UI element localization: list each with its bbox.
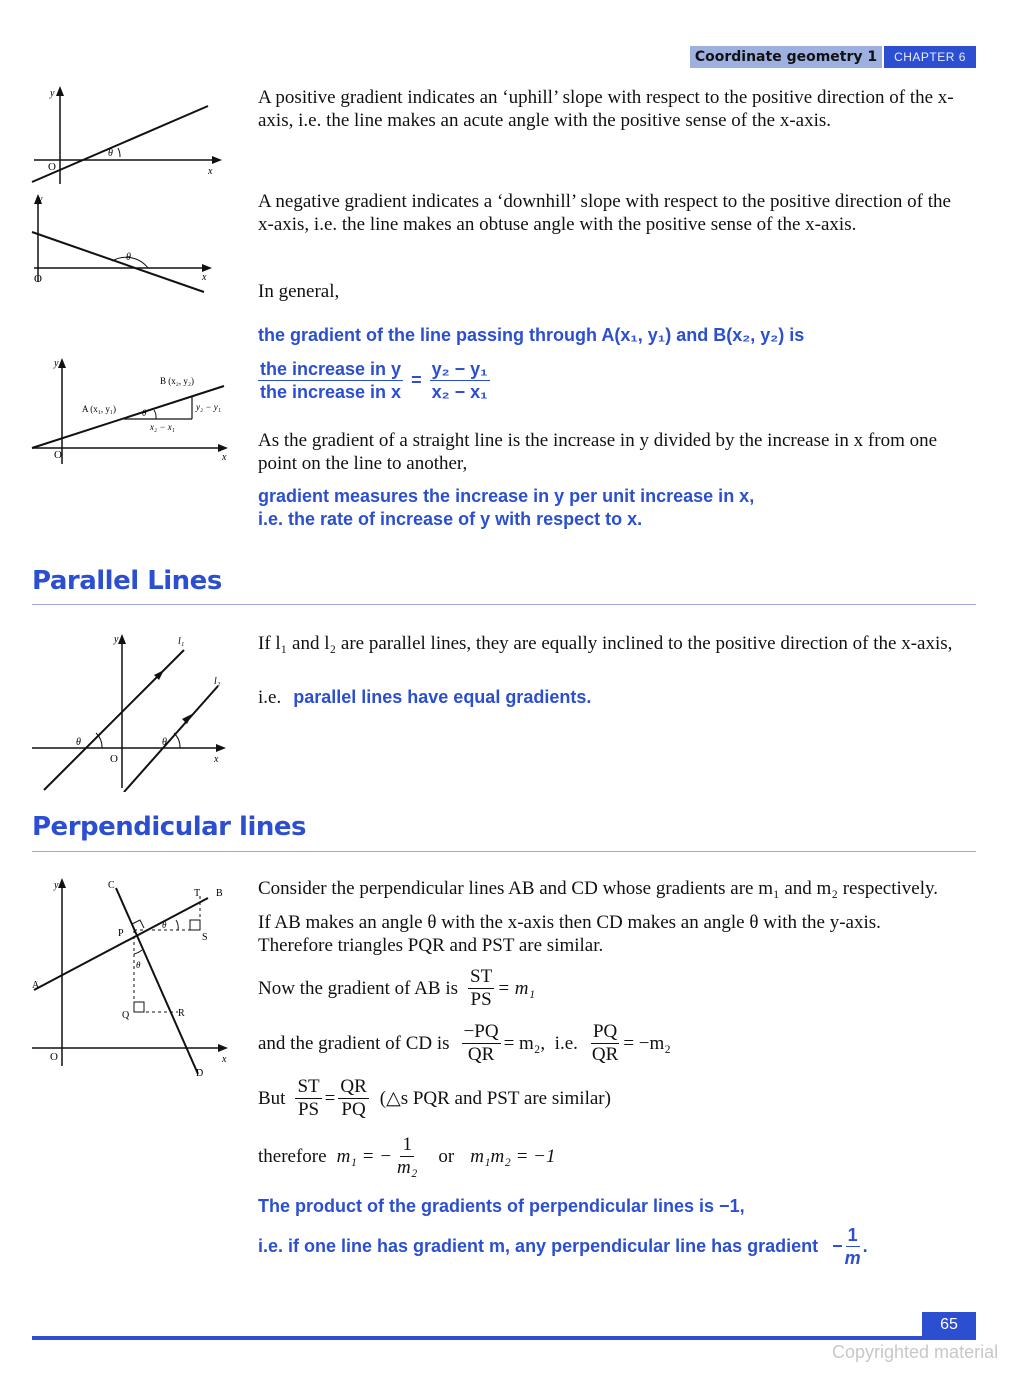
origin-label: O [48, 161, 56, 173]
similarity-equation [258, 1076, 611, 1121]
fraction-denominator: PQ [341, 1099, 366, 1120]
page-number: 65 [922, 1312, 976, 1338]
point-q-label: Q [122, 1010, 130, 1021]
point-b-label: B [216, 888, 223, 899]
section-divider [32, 851, 976, 852]
positive-gradient-text: A positive gradient indicates an ‘uphill’ slope with respect to the positive direction of the x-axis, i.e. the line makes an acute angle with the positive sense of the x-axis. [258, 87, 954, 131]
line-l2-label: l₂ [214, 676, 221, 687]
point-p-label: P [118, 928, 124, 939]
theta-label: θ [76, 737, 81, 748]
point-c-label: C [108, 880, 115, 891]
x-axis-label: x [208, 166, 213, 177]
equation-text: But [258, 1088, 286, 1109]
fraction-numerator: QR [340, 1076, 367, 1097]
perpendicular-rule-line1: The product of the gradients of perpendicular lines is −1, [258, 1196, 745, 1216]
fraction-numerator: PQ [592, 1021, 618, 1042]
fraction-denominator: m₂ [397, 1157, 418, 1178]
fraction-numerator: ST [297, 1076, 320, 1097]
negative-gradient-text: A negative gradient indicates a ‘downhill’ slope with respect to the positive direction of the x-axis, i.e. the line makes an obtuse angle with the positive sense of the x-axis. [258, 191, 951, 235]
gradient-formula [258, 358, 490, 403]
y-axis-label: y [54, 358, 59, 369]
y-axis-label: y [50, 88, 55, 99]
y-axis-label: y [114, 634, 119, 645]
fraction-denominator: PS [297, 1099, 320, 1120]
one-over-m2-fraction [395, 1134, 419, 1179]
fraction-denominator: QR [591, 1044, 619, 1065]
origin-label: O [110, 753, 118, 765]
running-header-title: Coordinate geometry 1 [690, 46, 882, 68]
perpendicular-intro: Consider the perpendicular lines AB and CD whose gradients are m₁ and m₂ respectively. [258, 878, 939, 899]
fraction-denominator: m [844, 1248, 861, 1268]
equals-sign: = [324, 1088, 336, 1109]
footer-rule [32, 1336, 976, 1340]
equation-note: (△s PQR and PST are similar) [379, 1088, 611, 1109]
point-r-label: R [178, 1008, 185, 1019]
x-axis-label: x [202, 272, 207, 283]
theta-label: θ [136, 960, 141, 970]
point-a-label: A (x₁, y₁) [82, 404, 117, 414]
st-over-ps-fraction [295, 1076, 321, 1121]
origin-label: O [54, 449, 62, 461]
point-d-label: D [196, 1068, 204, 1079]
fraction-denominator: QR [467, 1044, 495, 1065]
in-general-text: In general, [258, 281, 340, 302]
qr-over-pq-fraction [338, 1076, 368, 1121]
point-a-label: A [32, 980, 40, 991]
equation-text: = m₂, i.e. [503, 1033, 578, 1054]
fraction-denominator: x₂ − x₁ [431, 382, 488, 402]
x-axis-label: x [222, 452, 227, 463]
negative-gradient-diagram [28, 192, 228, 298]
point-t-label: T [194, 888, 201, 899]
theta-label: θ [108, 148, 113, 159]
neg-pq-over-qr-fraction [462, 1021, 501, 1066]
equation-text: = −m₂ [623, 1033, 671, 1054]
gradient-measure-line2: i.e. the rate of increase of y with respect to x. [258, 509, 643, 529]
equation-text: m₁m₂ = −1 [470, 1146, 556, 1167]
rule-text: i.e. if one line has gradient m, any perpendicular line has gradient [258, 1236, 819, 1256]
chapter-badge: CHAPTER 6 [884, 46, 976, 68]
equation-text: Now the gradient of AB is [258, 978, 459, 999]
fraction-numerator: 1 [847, 1225, 858, 1245]
x-axis-label: x [214, 754, 219, 765]
ie-label: i.e. [258, 687, 282, 708]
perpendicular-lines-diagram [28, 876, 238, 1082]
perpendicular-result [258, 1134, 556, 1179]
one-over-m-fraction [843, 1224, 863, 1269]
formula-symbol-fraction [430, 358, 490, 403]
equation-text: m₁ = − [336, 1146, 393, 1167]
fraction-numerator: −PQ [463, 1021, 499, 1042]
gradient-definition: the gradient of the line passing through A(x₁, y₁) and B(x₂, y₂) is [258, 325, 805, 345]
perpendicular-rule-line2: i.e. if one line has gradient m, any perpendicular line has gradient − $\frac{1}{m}$ . [258, 1225, 868, 1268]
point-s-label: S [202, 932, 208, 943]
equation-text: or [438, 1146, 455, 1167]
gradient-cd-equation [258, 1021, 671, 1066]
copyright-watermark: Copyrighted material [832, 1342, 999, 1362]
equation-text: = m₁ [497, 978, 536, 999]
two-point-gradient-diagram [28, 356, 238, 468]
parallel-conclusion [258, 686, 591, 709]
fraction-denominator: PS [470, 989, 492, 1010]
fraction-numerator: 1 [402, 1134, 412, 1155]
parallel-rule: parallel lines have equal gradients. [293, 687, 592, 707]
line-l1-label: l₁ [178, 636, 185, 647]
rise-label: y₂ − y₁ [196, 402, 221, 412]
run-label: x₂ − x₁ [150, 422, 175, 432]
fraction-denominator: the increase in x [260, 382, 402, 402]
similar-triangles-text: Therefore triangles PQR and PST are similar. [258, 935, 604, 956]
section-divider [32, 604, 976, 605]
theta-label: θ [162, 737, 167, 748]
formula-words-fraction [258, 358, 403, 403]
theta-label: θ [126, 252, 131, 263]
gradient-explanation: As the gradient of a straight line is the increase in y divided by the increase in x from one point on the line to another, [258, 430, 938, 474]
x-axis-label: x [222, 1054, 227, 1065]
equation-text: and the gradient of CD is [258, 1033, 450, 1054]
minus-sign: − [832, 1236, 843, 1256]
positive-gradient-diagram [28, 84, 228, 188]
theta-label: θ [162, 920, 167, 930]
y-axis-label: y [54, 880, 59, 891]
origin-label: O [50, 1051, 58, 1063]
gradient-ab-equation [258, 966, 535, 1011]
equals-sign: = [411, 370, 422, 390]
perpendicular-lines-heading: Perpendicular lines [32, 812, 306, 842]
perpendicular-angle-text: If AB makes an angle θ with the x-axis then CD makes an angle θ with the y-axis. [258, 912, 881, 933]
parallel-lines-diagram [28, 632, 238, 792]
theta-label: θ [142, 408, 147, 418]
fraction-numerator: y₂ − y₁ [431, 359, 488, 379]
parallel-lines-heading: Parallel Lines [32, 566, 222, 596]
st-over-ps-fraction [468, 966, 494, 1011]
fraction-numerator: ST [470, 966, 493, 987]
equation-text: therefore [258, 1146, 327, 1167]
origin-label: O [34, 273, 42, 285]
parallel-lines-text: If l₁ and l₂ are parallel lines, they are equally inclined to the positive direction of the x-axis, [258, 633, 953, 654]
gradient-measure-line1: gradient measures the increase in y per unit increase in x, [258, 486, 755, 506]
fraction-numerator: the increase in y [260, 359, 402, 379]
y-axis-label: y [38, 194, 43, 205]
pq-over-qr-fraction [590, 1021, 620, 1066]
point-b-label: B (x₂, y₂) [160, 376, 195, 386]
